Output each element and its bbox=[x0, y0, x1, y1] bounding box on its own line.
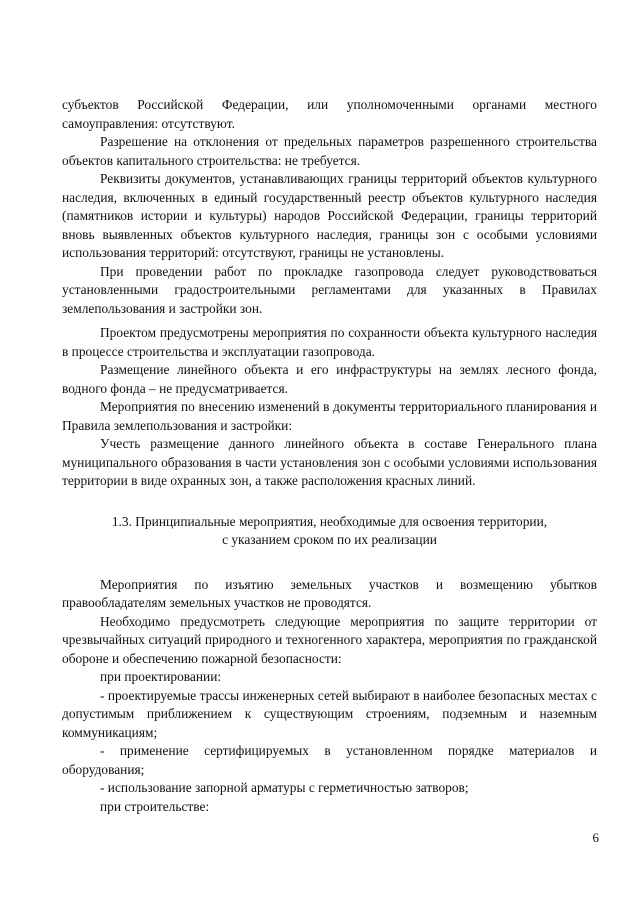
paragraph: Проектом предусмотрены мероприятия по сохранности объекта культурного наследия в процессе строительства и эксплуатации газопровода. bbox=[62, 325, 597, 359]
section-heading-line: 1.3. Принципиальные мероприятия, необходимые для освоения территории, bbox=[111, 513, 548, 529]
list-item: - применение сертифицируемых в установленном порядке материалов и оборудования; bbox=[62, 743, 597, 777]
paragraph: При проведении работ по прокладке газопровода следует руководствоваться установленными градостроительными регламентами для указанных в Правилах землепользования и застройки зон. bbox=[62, 263, 597, 316]
paragraph: Разрешение на отклонения от предельных параметров разрешенного строительства объектов капитального строительства: не требуется. bbox=[62, 134, 597, 168]
list-item: - проектируемые трассы инженерных сетей выбирают в наиболее безопасных местах с допустимым приближением к существующим строениям, подземным и наземным коммуникациям; bbox=[62, 687, 597, 740]
paragraph: Мероприятия по изъятию земельных участков и возмещению убытков правообладателям земельных участков не проводятся. bbox=[62, 576, 597, 610]
paragraph: Реквизиты документов, устанавливающих границы территорий объектов культурного наследия, включенных в единый государственный реестр объектов культурного наследия (памятников истории и культуры) народов Российской Федерации, границы территорий вновь выявленных объектов культурного наследия, границы зон с особыми условиями использования территорий: отсутствуют, границы не установлены. bbox=[62, 171, 597, 260]
paragraph: Учесть размещение данного линейного объекта в составе Генерального плана муниципального образования в части установления зон с особыми условиями использования территории в виде охранных зон, а также расположения красных линий. bbox=[62, 436, 597, 488]
paragraph: субъектов Российской Федерации, или уполномоченными органами местного самоуправления: отсутствуют. bbox=[62, 97, 597, 131]
document-body bbox=[62, 96, 597, 816]
section-heading bbox=[62, 513, 597, 550]
paragraph: Необходимо предусмотреть следующие мероприятия по защите территории от чрезвычайных ситуаций природного и техногенного характера, мероприятия по гражданской обороне и обеспечению пожарной безопасности: bbox=[62, 613, 597, 666]
section-heading-line: с указанием сроком по их реализации bbox=[222, 532, 437, 547]
paragraph: Мероприятия по внесению изменений в документы территориального планирования и Правила землепользования и застройки: bbox=[62, 399, 597, 433]
page-number: 6 bbox=[592, 830, 599, 845]
paragraph: при строительстве: bbox=[100, 798, 210, 814]
paragraph: при проектировании: bbox=[100, 669, 222, 684]
paragraph: Размещение линейного объекта и его инфраструктуры на землях лесного фонда, водного фонда – не предусматривается. bbox=[62, 362, 597, 396]
list-item: - использование запорной арматуры с герметичностью затворов; bbox=[100, 780, 469, 795]
